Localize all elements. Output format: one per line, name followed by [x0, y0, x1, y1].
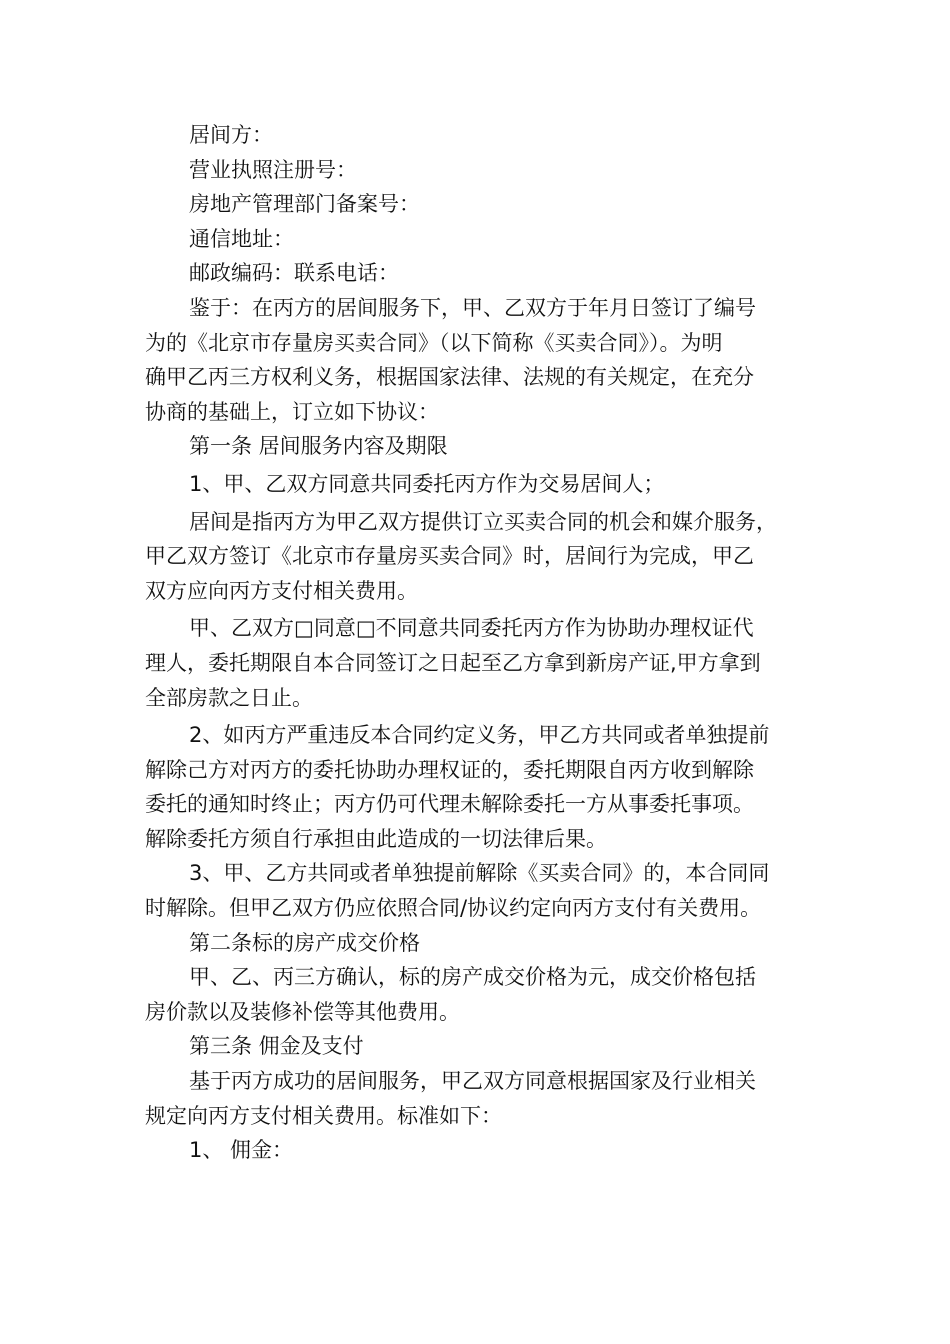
- clause-line: 居间是指丙方为甲乙双方提供订立买卖合同的机会和媒介服务，: [189, 509, 777, 534]
- clause-line: 理人，委托期限自本合同签订之日起至乙方拿到新房产证,甲方拿到: [145, 650, 761, 675]
- clause-line: 甲乙双方签订《北京市存量房买卖合同》时，居间行为完成，甲乙: [145, 544, 754, 569]
- commission-label: 1、 佣金：: [189, 1138, 294, 1163]
- clause-line: 解除己方对丙方的委托协助办理权证的，委托期限自丙方收到解除: [145, 757, 754, 782]
- clause-line: 1、甲、乙双方同意共同委托丙方作为交易居间人；: [189, 471, 665, 496]
- clause-line: 甲、乙双方□同意□不同意共同委托丙方作为协助办理权证代: [189, 616, 754, 641]
- article-two-heading: 第二条标的房产成交价格: [189, 930, 420, 955]
- mailing-address-label: 通信地址：: [189, 226, 294, 251]
- intermediary-party-label: 居间方：: [189, 123, 273, 147]
- preamble-line: 为的《北京市存量房买卖合同》（以下简称《买卖合同》）。为明: [145, 330, 723, 355]
- clause-line: 3、甲、乙方共同或者单独提前解除《买卖合同》的，本合同同: [189, 861, 770, 886]
- document-page: [145, 118, 807, 1168]
- clause-line: 房价款以及装修补偿等其他费用。: [145, 999, 460, 1024]
- preamble-line: 确甲乙丙三方权利义务，根据国家法律、法规的有关规定，在充分: [145, 365, 754, 390]
- clause-line: 基于丙方成功的居间服务，甲乙双方同意根据国家及行业相关: [189, 1069, 756, 1094]
- clause-line: 双方应向丙方支付相关费用。: [145, 578, 418, 603]
- clause-line: 时解除。但甲乙双方仍应依照合同/协议约定向丙方支付有关费用。: [145, 896, 762, 921]
- clause-line: 甲、乙、丙三方确认，标的房产成交价格为元，成交价格包括: [189, 965, 756, 990]
- clause-line: 委托的通知时终止；丙方仍可代理未解除委托一方从事委托事项。: [145, 792, 754, 817]
- preamble-line: 鉴于：在丙方的居间服务下，甲、乙双方于年月日签订了编号: [189, 295, 756, 320]
- business-license-label: 营业执照注册号：: [189, 157, 357, 182]
- clause-line: 全部房款之日止。: [145, 685, 313, 710]
- clause-line: 2、如丙方严重违反本合同约定义务，甲乙方共同或者单独提前: [189, 723, 770, 748]
- real-estate-registration-label: 房地产管理部门备案号：: [189, 192, 420, 217]
- article-one-heading: 第一条 居间服务内容及期限: [189, 434, 448, 459]
- clause-line: 规定向丙方支付相关费用。标准如下：: [145, 1103, 502, 1128]
- postal-phone-label: 邮政编码：联系电话：: [189, 261, 399, 286]
- article-three-heading: 第三条 佣金及支付: [189, 1034, 364, 1059]
- clause-line: 解除委托方须自行承担由此造成的一切法律后果。: [145, 826, 607, 851]
- preamble-line: 协商的基础上，订立如下协议：: [145, 399, 439, 424]
